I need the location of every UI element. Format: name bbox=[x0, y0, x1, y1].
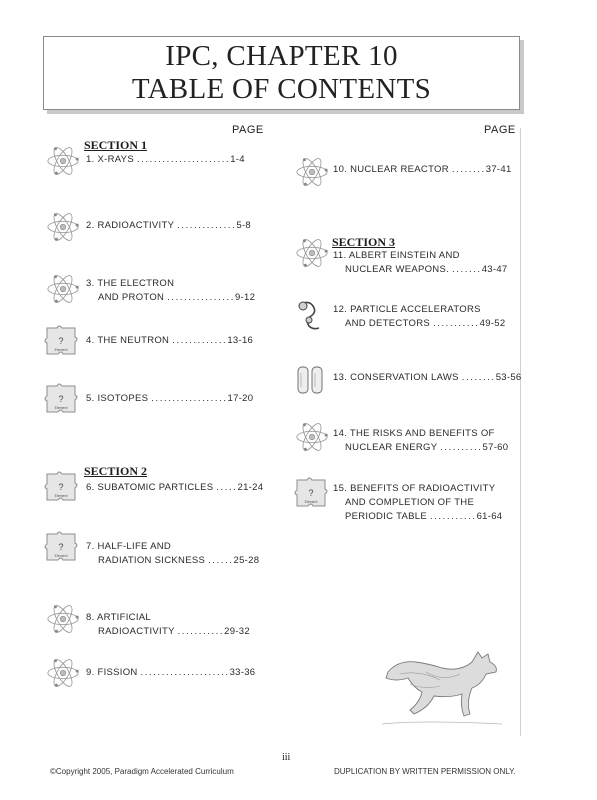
entry-number: 3. bbox=[86, 278, 95, 289]
footer-copyright: ©Copyright 2005, Paradigm Accelerated Curriculum bbox=[50, 767, 234, 776]
entry-number: 15. bbox=[333, 483, 348, 494]
divider bbox=[520, 128, 521, 736]
entry-pages: 61-64 bbox=[476, 511, 503, 522]
entry-title: AND PROTON bbox=[98, 292, 165, 303]
title-box bbox=[43, 36, 520, 110]
entry-title: THE RISKS AND BENEFITS OF bbox=[349, 428, 495, 439]
page-column-header-left: PAGE bbox=[232, 124, 264, 136]
leader-dots: ................ bbox=[167, 292, 235, 303]
svg-text:?: ? bbox=[58, 394, 64, 404]
entry-pages: 49-52 bbox=[479, 318, 506, 329]
toc-entry bbox=[86, 540, 259, 568]
entry-pages: 5-8 bbox=[236, 220, 252, 231]
entry-pages: 21-24 bbox=[237, 482, 264, 493]
toc-entry bbox=[86, 392, 253, 406]
entry-number: 13. bbox=[333, 372, 348, 383]
entry-title: CONSERVATION LAWS bbox=[350, 372, 459, 383]
element-puzzle-icon bbox=[44, 324, 80, 365]
entry-pages: 53-56 bbox=[495, 372, 522, 383]
leader-dots: ........ bbox=[451, 164, 486, 175]
entry-number: 10. bbox=[333, 164, 348, 175]
footer-notice: DUPLICATION BY WRITTEN PERMISSION ONLY. bbox=[334, 767, 516, 776]
entry-pages: 43-47 bbox=[481, 264, 508, 275]
section-heading-1: SECTION 1 bbox=[84, 138, 148, 152]
entry-number: 4. bbox=[86, 335, 95, 346]
leader-dots: ..... bbox=[216, 482, 238, 493]
entry-pages: 17-20 bbox=[227, 393, 254, 404]
section-heading-2: SECTION 2 bbox=[84, 464, 148, 478]
entry-title: ARTIFICIAL bbox=[96, 612, 151, 623]
element-puzzle-icon bbox=[44, 382, 80, 423]
atom-icon bbox=[44, 272, 82, 311]
entry-number: 12. bbox=[333, 304, 348, 315]
toc-entry bbox=[333, 163, 512, 177]
leader-dots: ..................... bbox=[140, 667, 230, 678]
entry-pages: 29-32 bbox=[224, 626, 250, 637]
entry-title: RADIATION SICKNESS bbox=[98, 555, 206, 566]
atom-icon bbox=[44, 656, 82, 695]
toc-entry bbox=[333, 482, 502, 524]
atom-icon bbox=[44, 210, 82, 249]
scroll-icon bbox=[295, 363, 327, 402]
toc-entry bbox=[86, 277, 255, 305]
toc-entry bbox=[86, 611, 250, 639]
atom-icon bbox=[44, 144, 82, 183]
leader-dots: ........... bbox=[432, 318, 480, 329]
entry-number: 2. bbox=[86, 220, 95, 231]
entry-title: SUBATOMIC PARTICLES bbox=[97, 482, 214, 493]
entry-pages: 37-41 bbox=[485, 164, 512, 175]
leader-dots: ...................... bbox=[136, 154, 231, 165]
entry-pages: 25-28 bbox=[233, 555, 260, 566]
puzzle-label: Element bbox=[304, 500, 318, 504]
title-line-2: TABLE OF CONTENTS bbox=[131, 73, 432, 105]
page-number: iii bbox=[282, 752, 291, 763]
entry-number: 11. bbox=[333, 250, 347, 261]
entry-pages: 9-12 bbox=[234, 292, 256, 303]
toc-entry bbox=[86, 153, 245, 167]
svg-text:?: ? bbox=[58, 542, 64, 552]
entry-title: THE ELECTRON bbox=[97, 278, 175, 289]
atom-icon bbox=[293, 236, 331, 275]
entry-title: RADIOACTIVITY bbox=[98, 626, 175, 637]
entry-title: NUCLEAR ENERGY bbox=[345, 442, 438, 453]
entry-pages: 33-36 bbox=[229, 667, 256, 678]
entry-title: AND DETECTORS bbox=[345, 318, 431, 329]
toc-entry bbox=[86, 334, 253, 348]
entry-title: ALBERT EINSTEIN AND bbox=[348, 250, 460, 261]
entry-number: 5. bbox=[86, 393, 95, 404]
entry-title: NUCLEAR WEAPONS. bbox=[345, 264, 450, 275]
puzzle-label: Element bbox=[54, 554, 68, 558]
accelerator-icon bbox=[295, 298, 321, 337]
leader-dots: ...... bbox=[208, 555, 234, 566]
svg-text:?: ? bbox=[308, 488, 314, 498]
puzzle-label: Element bbox=[54, 348, 68, 352]
svg-text:?: ? bbox=[58, 336, 64, 346]
svg-text:?: ? bbox=[58, 482, 64, 492]
entry-number: 7. bbox=[86, 541, 95, 552]
section-heading-3: SECTION 3 bbox=[332, 235, 396, 249]
entry-pages: 1-4 bbox=[230, 154, 245, 165]
running-wolf-illustration bbox=[380, 642, 510, 728]
entry-title: RADIOACTIVITY bbox=[97, 220, 175, 231]
puzzle-label: Element bbox=[54, 406, 68, 410]
entry-number: 14. bbox=[333, 428, 348, 439]
leader-dots: .......... bbox=[440, 442, 483, 453]
leader-dots: .............. bbox=[177, 220, 237, 231]
element-puzzle-icon bbox=[294, 476, 330, 517]
leader-dots: ............. bbox=[172, 335, 228, 346]
entry-title: BENEFITS OF RADIOACTIVITY bbox=[350, 483, 496, 494]
toc-entry bbox=[86, 481, 263, 495]
toc-entry bbox=[333, 303, 505, 331]
page-column-header-right: PAGE bbox=[484, 124, 516, 136]
entry-title: PERIODIC TABLE bbox=[345, 511, 427, 522]
leader-dots: ........... bbox=[177, 626, 225, 637]
entry-title: X-RAYS bbox=[97, 154, 134, 165]
entry-title: ISOTOPES bbox=[97, 393, 149, 404]
toc-entry bbox=[86, 666, 255, 680]
toc-entry bbox=[86, 219, 251, 233]
element-puzzle-icon bbox=[44, 530, 80, 571]
toc-entry bbox=[333, 427, 508, 455]
toc-entry bbox=[333, 371, 522, 385]
leader-dots: ........ bbox=[461, 372, 496, 383]
atom-icon bbox=[44, 602, 82, 641]
toc-entry bbox=[333, 249, 508, 277]
entry-title: AND COMPLETION OF THE bbox=[345, 497, 475, 508]
title-line-1: IPC, CHAPTER 10 bbox=[165, 40, 398, 72]
atom-icon bbox=[293, 420, 331, 459]
element-puzzle-icon bbox=[44, 470, 80, 511]
entry-pages: 57-60 bbox=[482, 442, 509, 453]
puzzle-label: Element bbox=[54, 494, 68, 498]
entry-title: HALF-LIFE AND bbox=[97, 541, 172, 552]
entry-number: 6. bbox=[86, 482, 95, 493]
leader-dots: ........... bbox=[429, 511, 477, 522]
entry-number: 1. bbox=[86, 154, 95, 165]
entry-pages: 13-16 bbox=[227, 335, 254, 346]
entry-title: PARTICLE ACCELERATORS bbox=[350, 304, 481, 315]
atom-icon bbox=[293, 155, 331, 194]
entry-number: 8. bbox=[86, 612, 95, 623]
entry-title: FISSION bbox=[97, 667, 138, 678]
leader-dots: ....... bbox=[452, 264, 482, 275]
entry-title: NUCLEAR REACTOR bbox=[350, 164, 449, 175]
entry-title: THE NEUTRON bbox=[97, 335, 170, 346]
leader-dots: .................. bbox=[151, 393, 228, 404]
entry-number: 9. bbox=[86, 667, 95, 678]
